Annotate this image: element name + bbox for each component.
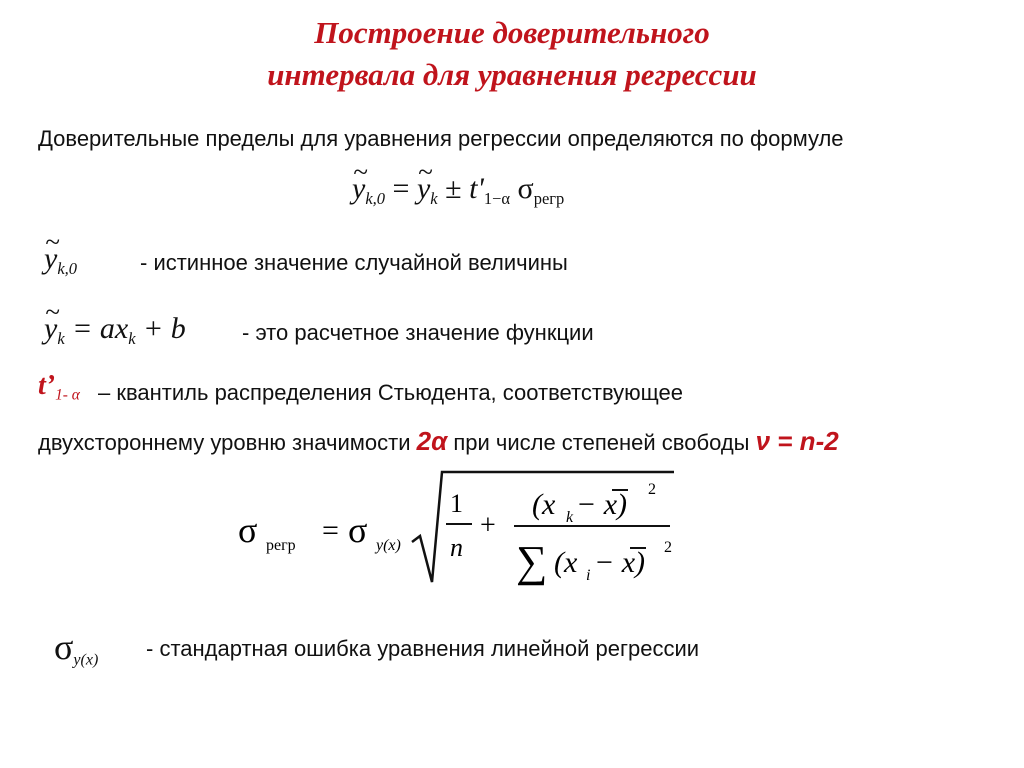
fraction-n: n — [450, 533, 463, 562]
denominator-open: (x — [554, 546, 578, 579]
def3-line2-a: двухстороннему уровню значимости — [38, 430, 417, 455]
def4-sub: y(x) — [73, 651, 99, 669]
def3-symbol — [38, 370, 80, 404]
sigma-regr-lhs-sub: регр — [266, 537, 296, 554]
y-tilde-symbol-2: ~ y — [417, 172, 430, 206]
sub-regr: регр — [533, 188, 565, 208]
fraction-one: 1 — [450, 489, 463, 518]
sigma-regression-formula — [236, 460, 686, 590]
def2-sub: k — [57, 328, 65, 348]
numerator-sub-k: k — [566, 509, 574, 526]
def2-rhs-end: + b — [135, 312, 186, 345]
def1-sub: k,0 — [57, 258, 78, 278]
def4-text: - стандартная ошибка уравнения линейной регрессии — [146, 636, 700, 661]
sub-k0: k,0 — [365, 188, 386, 208]
def2-rhs-sub: k — [128, 328, 136, 348]
denominator-square: 2 — [664, 539, 672, 556]
numerator-square: 2 — [648, 481, 656, 498]
summation-sign: ∑ — [516, 537, 548, 586]
def2-formula — [44, 312, 186, 349]
slide-title-line-2: интервала для уравнения регрессии — [267, 57, 757, 92]
def1-symbol — [44, 242, 77, 279]
intro-text: Доверительные пределы для уравнения регрессии определяются по формуле — [38, 126, 844, 151]
denominator-sub-i: i — [586, 567, 591, 584]
y-tilde-symbol: ~ y — [352, 172, 365, 206]
t-symbol: t' — [469, 172, 484, 205]
denominator-mid: − x) — [594, 546, 646, 579]
y-tilde-k-symbol: ~ y — [44, 312, 57, 346]
equals-sign: = — [392, 172, 410, 205]
t-prime-symbol: t’ — [38, 370, 56, 401]
def3-line2 — [38, 426, 839, 457]
sigma-y-sub: y(x) — [376, 537, 401, 554]
sigma-symbol: σ — [517, 172, 534, 205]
plus-minus-sign: ± — [445, 172, 462, 205]
def3-line2-b: при числе степеней свободы — [447, 430, 756, 455]
def2-text: - это расчетное значение функции — [242, 320, 594, 345]
def3-sub: 1- α — [55, 386, 80, 404]
def1-text: - истинное значение случайной величины — [140, 250, 568, 275]
def4-symbol — [54, 626, 98, 670]
sigma-regr-lhs: σ — [238, 510, 258, 550]
sigma-y-symbol: σ — [348, 510, 368, 550]
two-alpha: 2α — [416, 426, 448, 456]
sub-alpha: 1−α — [483, 188, 511, 208]
def3-text: – квантиль распределения Стьюдента, соответствующее — [98, 380, 683, 405]
confidence-interval-formula — [352, 172, 564, 209]
def2-rhs: = ax — [72, 312, 129, 345]
sub-k: k — [430, 188, 438, 208]
slide-title-line-1: Построение доверительного — [314, 15, 710, 50]
plus-sign: + — [480, 510, 496, 541]
y-tilde-k0-symbol: ~ y — [44, 242, 57, 276]
sigma-regr-eq: = — [322, 514, 339, 547]
degrees-of-freedom: ν = n-2 — [755, 426, 839, 456]
sigma-yx-symbol: σ — [54, 627, 74, 667]
numerator-open: (x — [532, 488, 556, 521]
numerator-mid: − x) — [576, 488, 628, 521]
